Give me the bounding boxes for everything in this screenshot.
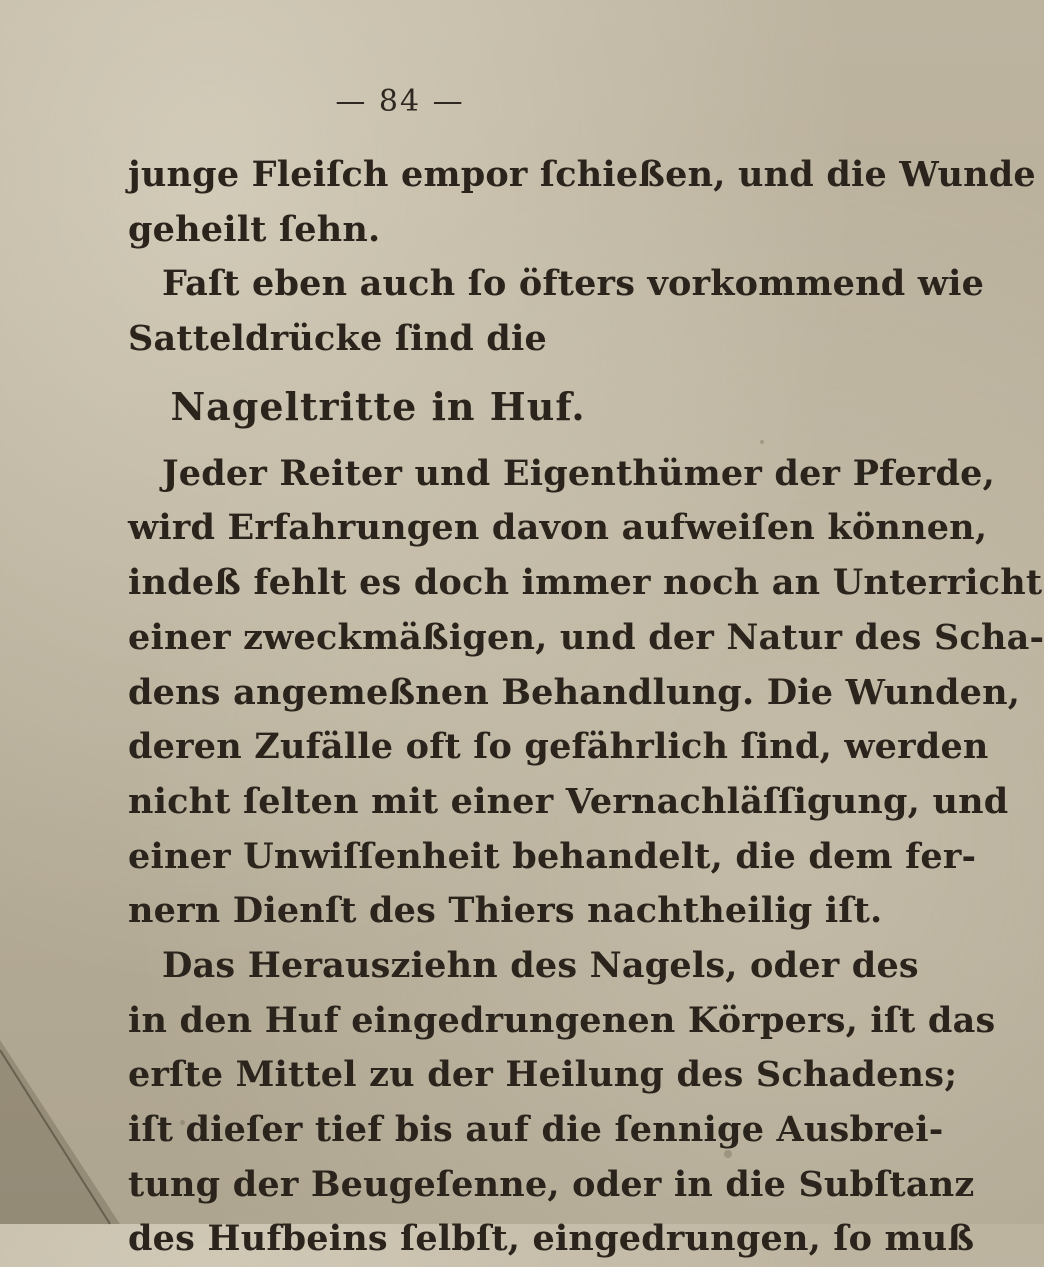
text-line: deren Zufälle oft ſo gefährlich ſind, werden	[128, 726, 989, 768]
text-line: Satteldrücke ſind die	[128, 318, 547, 360]
text-line: dens angemeßnen Behandlung. Die Wunden,	[128, 671, 1021, 713]
text-line: Jeder Reiter und Eigenthümer der Pferde,	[162, 452, 995, 494]
paper-spot	[180, 1120, 185, 1125]
text-line: nicht ſelten mit einer Vernachläſſigung, und	[128, 780, 1009, 822]
paper-spot	[760, 440, 764, 444]
text-line: nern Dienſt des Thiers nachtheilig iſt.	[128, 890, 883, 932]
text-line: geheilt ſehn.	[128, 208, 381, 250]
body-text	[128, 148, 1044, 1267]
text-line: des Hufbeins ſelbſt, eingedrungen, ſo muß	[128, 1218, 975, 1260]
paper-spot	[724, 1150, 732, 1158]
text-line: tung der Beugeſenne, oder in die Subſtanz	[128, 1163, 975, 1205]
text-line: Das Herausziehn des Nagels, oder des	[162, 944, 919, 986]
text-line: erſte Mittel zu der Heilung des Schadens;	[128, 1054, 958, 1096]
page-corner-damage	[0, 1040, 120, 1224]
text-line: einer Unwiſſenheit behandelt, die dem fer-	[128, 835, 977, 877]
text-line: junge Fleiſch empor ſchießen, und die Wunde	[128, 154, 1036, 195]
text-line: in den Huf eingedrungenen Körpers, iſt das	[128, 999, 996, 1041]
text-line: einer zweckmäßigen, und der Natur des Scha-	[128, 616, 1044, 658]
text-line: iſt dieſer tief bis auf die ſennige Ausbrei-	[128, 1109, 944, 1150]
page-number: — 84 —	[335, 84, 465, 119]
text-line: Faſt eben auch ſo öfters vorkommend wie	[162, 263, 985, 305]
text-line: wird Erfahrungen davon aufweiſen können,	[128, 507, 988, 549]
section-heading: Nageltritte in Huf.	[170, 383, 586, 429]
text-line: indeß fehlt es doch immer noch an Unterricht	[128, 562, 1043, 604]
